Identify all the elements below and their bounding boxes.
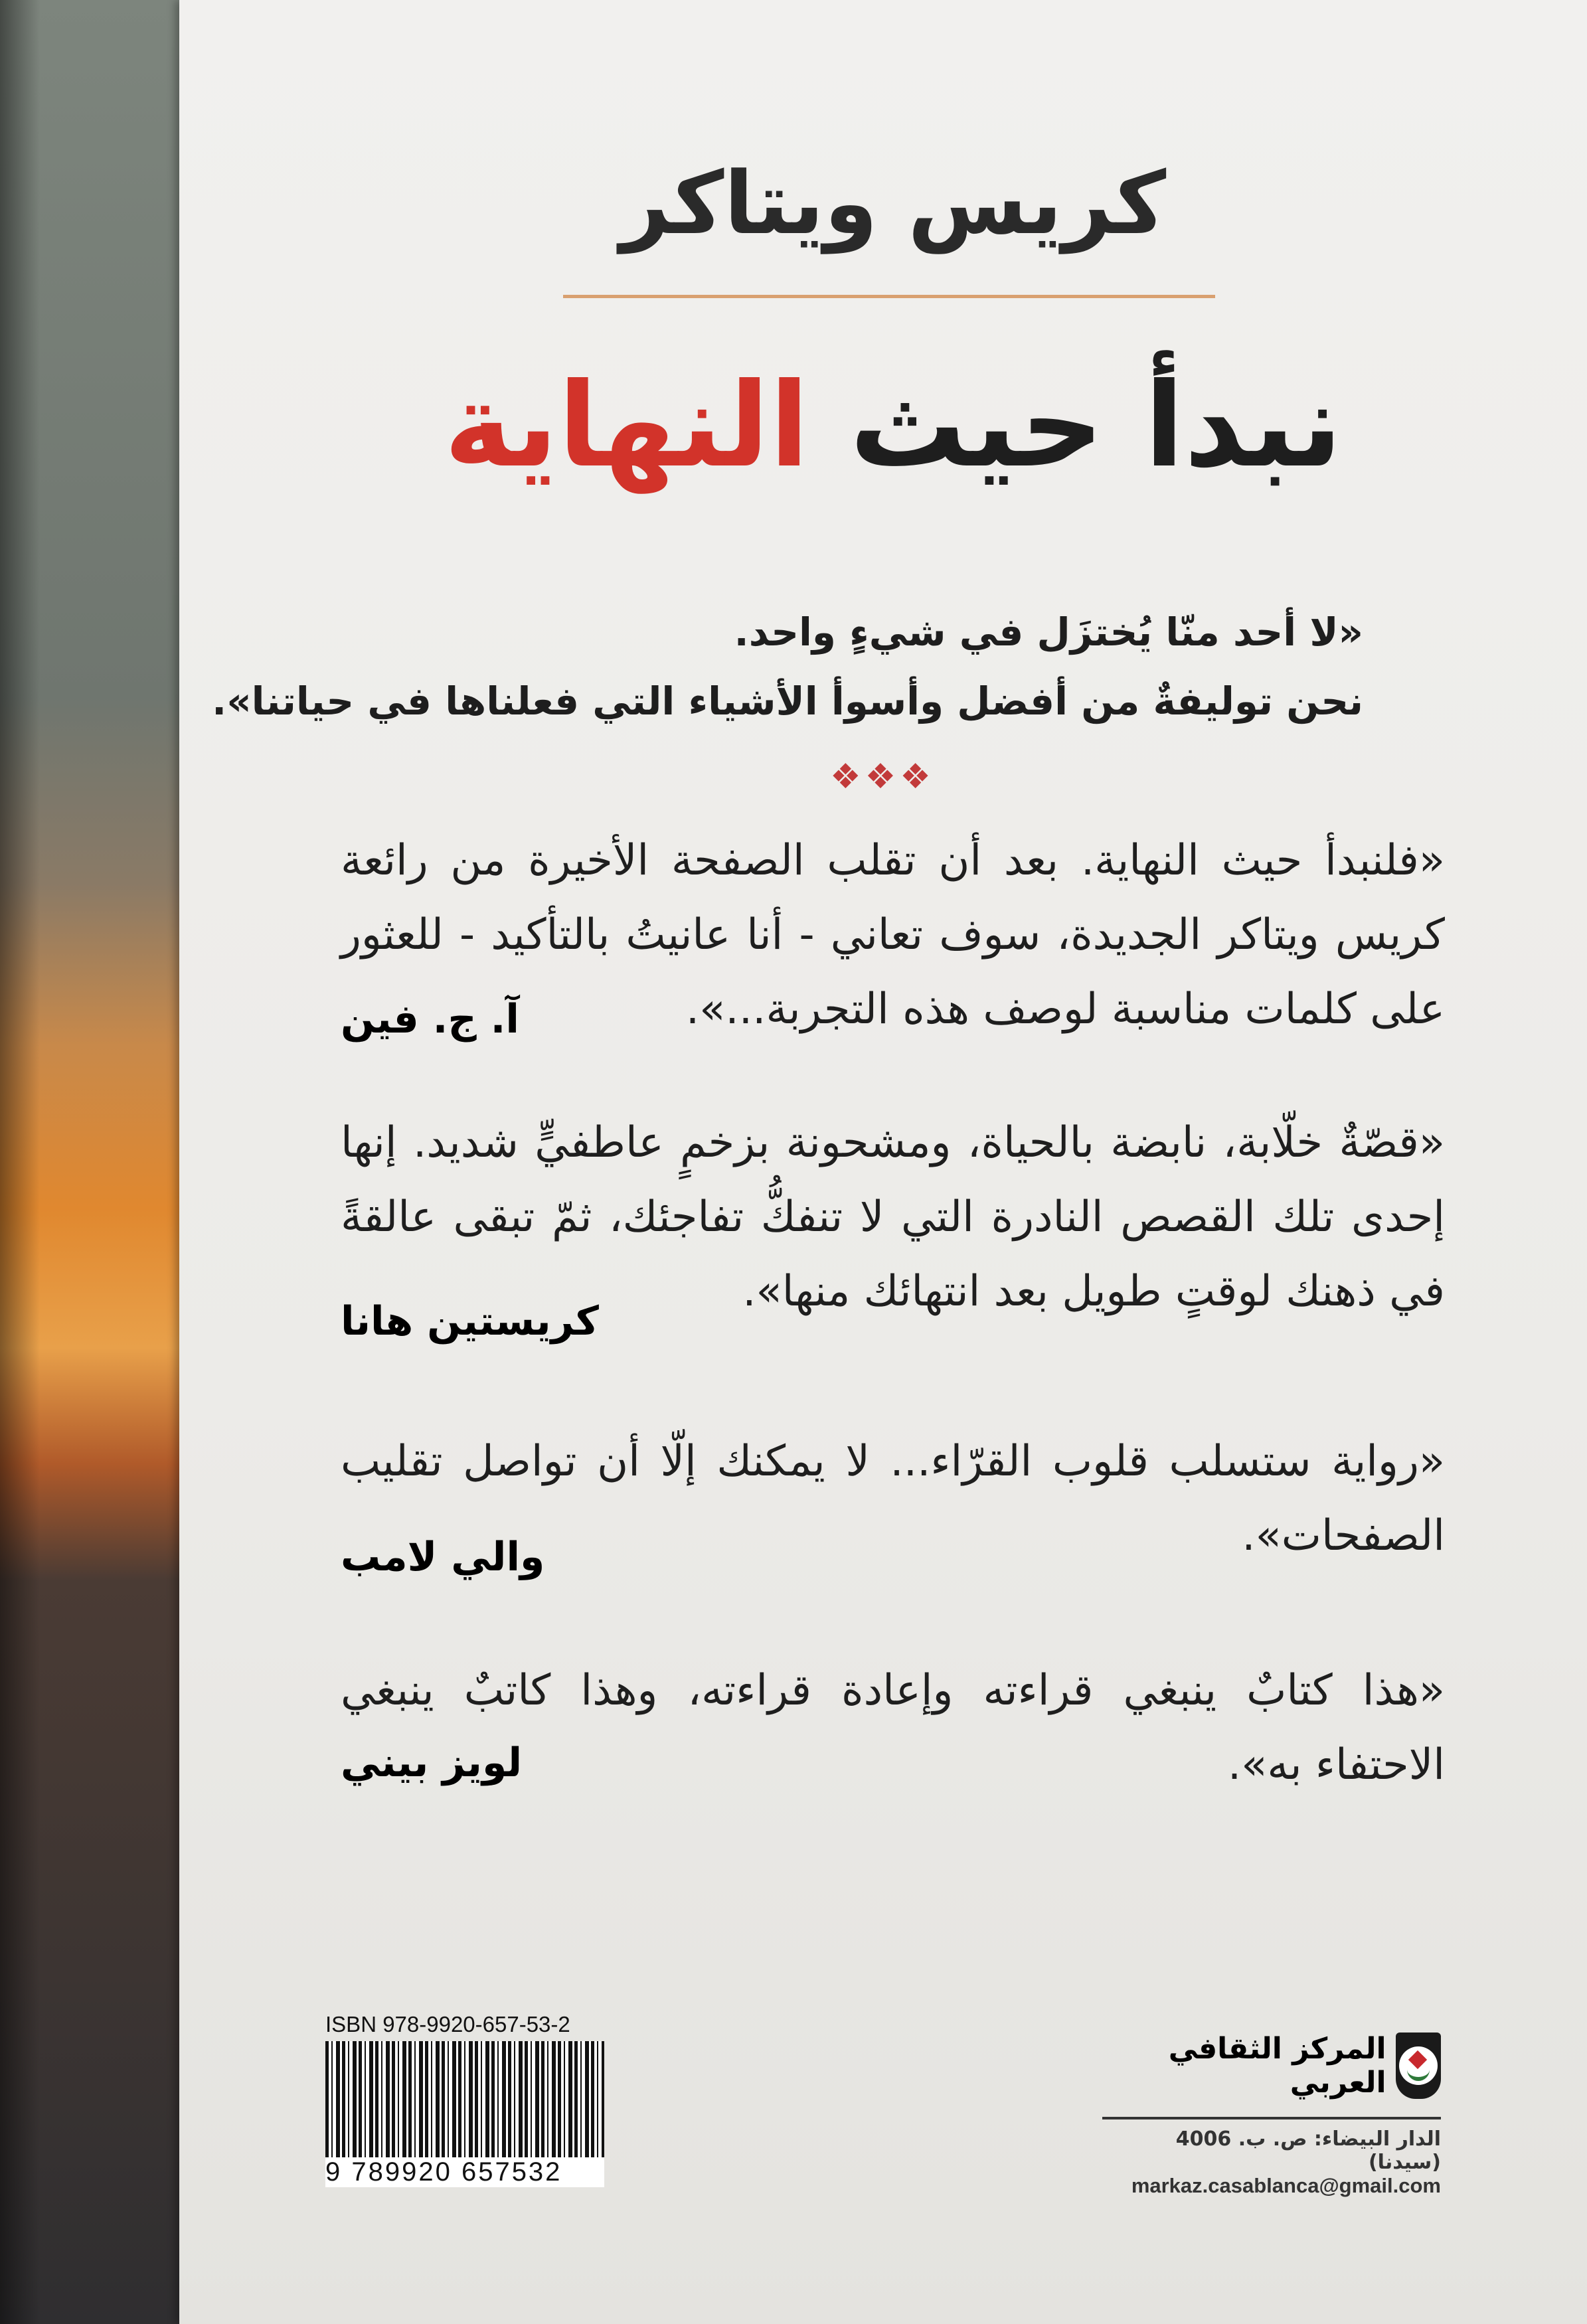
blurb-author: والي لامب <box>341 1534 545 1580</box>
author-text: كريس ويتاكر <box>620 153 1167 254</box>
blurb-author: كريستين هانا <box>341 1298 599 1345</box>
barcode-bars <box>325 2041 604 2157</box>
publisher-block <box>1102 2032 1441 2198</box>
epigraph <box>212 598 1363 736</box>
blurb: «فلنبدأ حيث النهاية. بعد أن تقلب الصفحة الأخيرة من رائعة كريس ويتاكر الجديدة، سوف تعاني - أنا عانيتُ بالتأكيد - للعثور على كلمات مناسبة لوصف هذه التجربة...». <box>341 836 1445 1034</box>
book-title <box>0 359 1587 493</box>
divider <box>1102 2117 1441 2119</box>
divider <box>563 295 1215 298</box>
title-part1: نبدأ حيث <box>849 359 1343 493</box>
title-part2: النهاية <box>444 359 809 493</box>
ornament-icon: ❖❖❖ <box>830 757 935 797</box>
book-spine <box>0 0 183 2324</box>
publisher-address: الدار البيضاء: ص. ب. 4006 (سيدنا) <box>1175 2127 1441 2174</box>
barcode-number: 9 789920 657532 <box>325 2157 604 2187</box>
blurb-author: لويز بيني <box>341 1740 523 1786</box>
publisher-email: markaz.casablanca@gmail.com <box>1131 2174 1441 2197</box>
author-name <box>0 153 1587 254</box>
title-wrap <box>444 359 1342 493</box>
blurb: «قصّةٌ خلّابة، نابضة بالحياة، ومشحونة بزخمٍ عاطفيٍّ شديد. إنها إحدى تلك القصص النادرة التي لا تنفكُّ تفاجئك، ثمّ تبقى عالقةً في ذهنك لوقتٍ طويل بعد انتهائك منها». <box>341 1118 1445 1316</box>
epigraph-line: «لا أحد منّا يُختزَل في شيءٍ واحد. <box>734 610 1363 655</box>
blurb: «هذا كتابٌ ينبغي قراءته وإعادة قراءته، وهذا كاتبٌ ينبغي الاحتفاء به». <box>341 1666 1445 1789</box>
publisher-logo-icon <box>1396 2033 1441 2099</box>
blurb: «رواية ستسلب قلوب القرّاء... لا يمكنك إلّا أن تواصل تقليب الصفحات». <box>341 1437 1445 1560</box>
publisher-name: المركز الثقافي العربي <box>1168 2032 1386 2100</box>
epigraph-line: نحن توليفةٌ من أفضل وأسوأ الأشياء التي فعلناها في حياتنا». <box>212 679 1363 724</box>
barcode <box>325 2012 604 2187</box>
isbn-label: ISBN 978-9920-657-53-2 <box>325 2012 570 2036</box>
blurb-author: آ. ج. فين <box>341 996 519 1042</box>
